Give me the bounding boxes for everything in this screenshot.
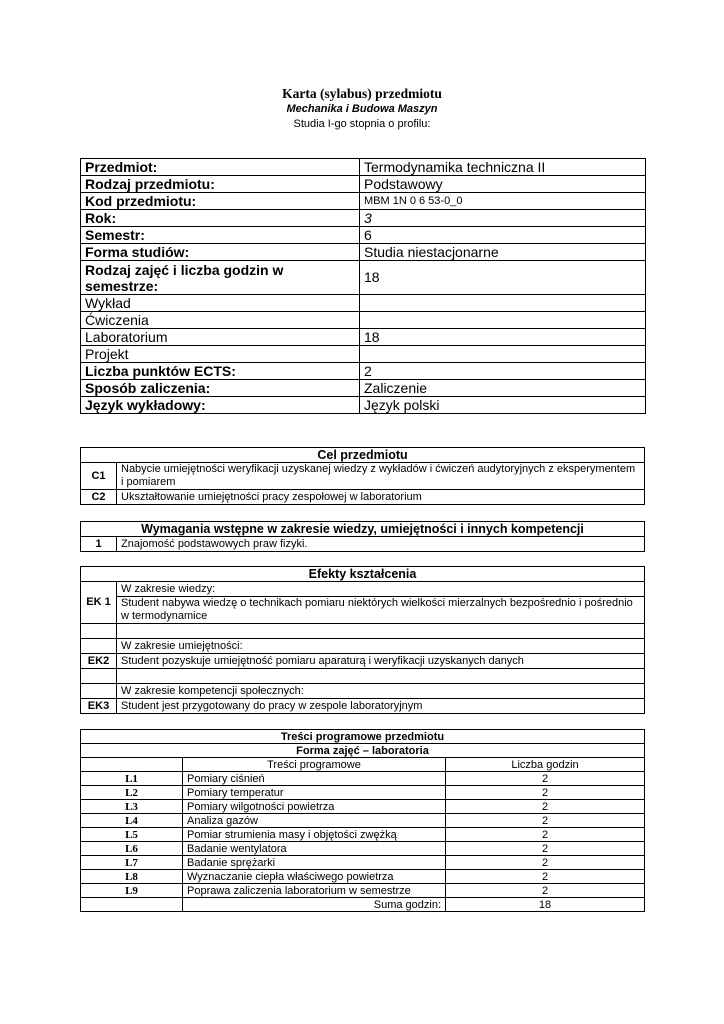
info-label: Liczba punktów ECTS: xyxy=(81,363,360,380)
table-row xyxy=(81,842,645,856)
row-code: C2 xyxy=(81,490,117,505)
empty-cell xyxy=(81,684,117,699)
outcome-heading: W zakresie kompetencji społecznych: xyxy=(117,684,645,699)
prerequisites-table xyxy=(80,521,645,552)
sum-label: Suma godzin: xyxy=(183,898,446,912)
table-row xyxy=(81,699,645,714)
info-row xyxy=(81,193,646,210)
empty-cell xyxy=(81,758,183,772)
table-row xyxy=(81,814,645,828)
info-value xyxy=(360,295,646,312)
info-label: Laboratorium xyxy=(81,329,360,346)
section-title: Efekty kształcenia xyxy=(81,567,645,582)
lab-topic: Badanie wentylatora xyxy=(183,842,446,856)
outcome-heading: W zakresie wiedzy: xyxy=(117,582,645,597)
sum-row xyxy=(81,898,645,912)
info-row xyxy=(81,329,646,346)
row-text: Znajomość podstawowych praw fizyki. xyxy=(117,537,645,552)
info-label: Sposób zaliczenia: xyxy=(81,380,360,397)
learning-outcomes-table xyxy=(80,566,645,714)
info-label: Język wykładowy: xyxy=(81,397,360,414)
info-value: Język polski xyxy=(360,397,646,414)
info-label: Semestr: xyxy=(81,227,360,244)
lab-topic: Pomiary temperatur xyxy=(183,786,446,800)
info-value: Zaliczenie xyxy=(360,380,646,397)
outcome-text: Student nabywa wiedzę o technikach pomiaru niektórych wielkości mierzalnych bezpośrednio i pośrednio w termodynamice xyxy=(117,597,645,624)
outcome-text: Student jest przygotowany do pracy w zespole laboratoryjnym xyxy=(117,699,645,714)
table-row xyxy=(81,490,645,505)
table-row xyxy=(81,463,645,490)
lab-code: L7 xyxy=(81,856,183,870)
lab-code: L6 xyxy=(81,842,183,856)
lab-topic: Pomiary ciśnień xyxy=(183,772,446,786)
outcome-text: Student pozyskuje umiejętność pomiaru aparaturą i weryfikacji uzyskanych danych xyxy=(117,654,645,669)
info-row xyxy=(81,346,646,363)
lab-code: L5 xyxy=(81,828,183,842)
lab-hours: 2 xyxy=(446,828,645,842)
info-row xyxy=(81,261,646,295)
lab-hours: 2 xyxy=(446,814,645,828)
outcome-heading: W zakresie umiejętności: xyxy=(117,639,645,654)
info-value: 6 xyxy=(360,227,646,244)
table-row xyxy=(81,800,645,814)
table-row xyxy=(81,597,645,624)
info-value: 18 xyxy=(360,329,646,346)
info-value xyxy=(360,346,646,363)
info-value: Studia niestacjonarne xyxy=(360,244,646,261)
lab-hours: 2 xyxy=(446,870,645,884)
outcome-code: EK2 xyxy=(81,654,117,669)
empty-cell xyxy=(117,669,645,684)
document-subtitle: Mechanika i Budowa Maszyn xyxy=(286,103,438,115)
section-title: Treści programowe przedmiotu xyxy=(81,730,645,744)
lab-topic: Poprawa zaliczenia laboratorium w semestrze xyxy=(183,884,446,898)
info-value: 18 xyxy=(360,261,646,295)
info-value xyxy=(360,312,646,329)
lab-hours: 2 xyxy=(446,842,645,856)
row-text: Nabycie umiejętności weryfikacji uzyskanej wiedzy z wykładów i ćwiczeń audytoryjnych z eksperymentem i pomiarem xyxy=(117,463,645,490)
info-value: Podstawowy xyxy=(360,176,646,193)
column-header-hours: Liczba godzin xyxy=(446,758,645,772)
info-label: Wykład xyxy=(81,295,360,312)
lab-code: L2 xyxy=(81,786,183,800)
info-label: Rok: xyxy=(81,210,360,227)
lab-code: L4 xyxy=(81,814,183,828)
objectives-table xyxy=(80,447,645,505)
empty-cell xyxy=(117,624,645,639)
table-row xyxy=(81,856,645,870)
table-row xyxy=(81,870,645,884)
table-row xyxy=(81,654,645,669)
table-row xyxy=(81,786,645,800)
lab-hours: 2 xyxy=(446,800,645,814)
lab-hours: 2 xyxy=(446,786,645,800)
info-value: 2 xyxy=(360,363,646,380)
document-title: Karta (sylabus) przedmiotu xyxy=(282,86,442,101)
outcome-code: EK3 xyxy=(81,699,117,714)
sum-value: 18 xyxy=(446,898,645,912)
lab-topic: Analiza gazów xyxy=(183,814,446,828)
lab-hours: 2 xyxy=(446,884,645,898)
info-label: Kod przedmiotu: xyxy=(81,193,360,210)
empty-cell xyxy=(81,624,117,639)
info-label: Ćwiczenia xyxy=(81,312,360,329)
table-row xyxy=(81,884,645,898)
info-label: Rodzaj przedmiotu: xyxy=(81,176,360,193)
row-code: 1 xyxy=(81,537,117,552)
course-info-table xyxy=(80,158,646,414)
info-row xyxy=(81,295,646,312)
table-row xyxy=(81,828,645,842)
info-row xyxy=(81,176,646,193)
info-row xyxy=(81,244,646,261)
lab-topic: Wyznaczanie ciepła właściwego powietrza xyxy=(183,870,446,884)
lab-topic: Pomiary wilgotności powietrza xyxy=(183,800,446,814)
info-label: Forma studiów: xyxy=(81,244,360,261)
table-row xyxy=(81,772,645,786)
lab-code: L8 xyxy=(81,870,183,884)
lab-code: L3 xyxy=(81,800,183,814)
section-title: Wymagania wstępne w zakresie wiedzy, umiejętności i innych kompetencji xyxy=(81,522,645,537)
info-value: MBM 1N 0 6 53-0_0 xyxy=(360,193,646,210)
info-label: Rodzaj zajęć i liczba godzin w semestrze: xyxy=(81,261,360,295)
info-value: 3 xyxy=(360,210,646,227)
row-code: C1 xyxy=(81,463,117,490)
info-label: Przedmiot: xyxy=(81,159,360,176)
row-text: Ukształtowanie umiejętności pracy zespołowej w laboratorium xyxy=(117,490,645,505)
info-row xyxy=(81,397,646,414)
info-row xyxy=(81,227,646,244)
lab-code: L9 xyxy=(81,884,183,898)
course-content-table xyxy=(80,729,645,912)
info-row xyxy=(81,380,646,397)
lab-topic: Badanie sprężarki xyxy=(183,856,446,870)
lab-hours: 2 xyxy=(446,772,645,786)
column-header-content: Treści programowe xyxy=(183,758,446,772)
info-row xyxy=(81,210,646,227)
table-row xyxy=(81,537,645,552)
empty-cell xyxy=(81,669,117,684)
section-title: Cel przedmiotu xyxy=(81,448,645,463)
info-label: Projekt xyxy=(81,346,360,363)
form-subtitle: Forma zajęć – laboratoria xyxy=(81,744,645,758)
empty-cell xyxy=(81,639,117,654)
empty-cell xyxy=(81,898,183,912)
lab-hours: 2 xyxy=(446,856,645,870)
outcome-code: EK 1 xyxy=(81,582,117,624)
lab-topic: Pomiar strumienia masy i objętości zwężką xyxy=(183,828,446,842)
info-row xyxy=(81,363,646,380)
study-level: Studia I-go stopnia o profilu: xyxy=(293,118,431,130)
info-row xyxy=(81,312,646,329)
info-value: Termodynamika techniczna II xyxy=(360,159,646,176)
info-row xyxy=(81,159,646,176)
lab-code: L1 xyxy=(81,772,183,786)
